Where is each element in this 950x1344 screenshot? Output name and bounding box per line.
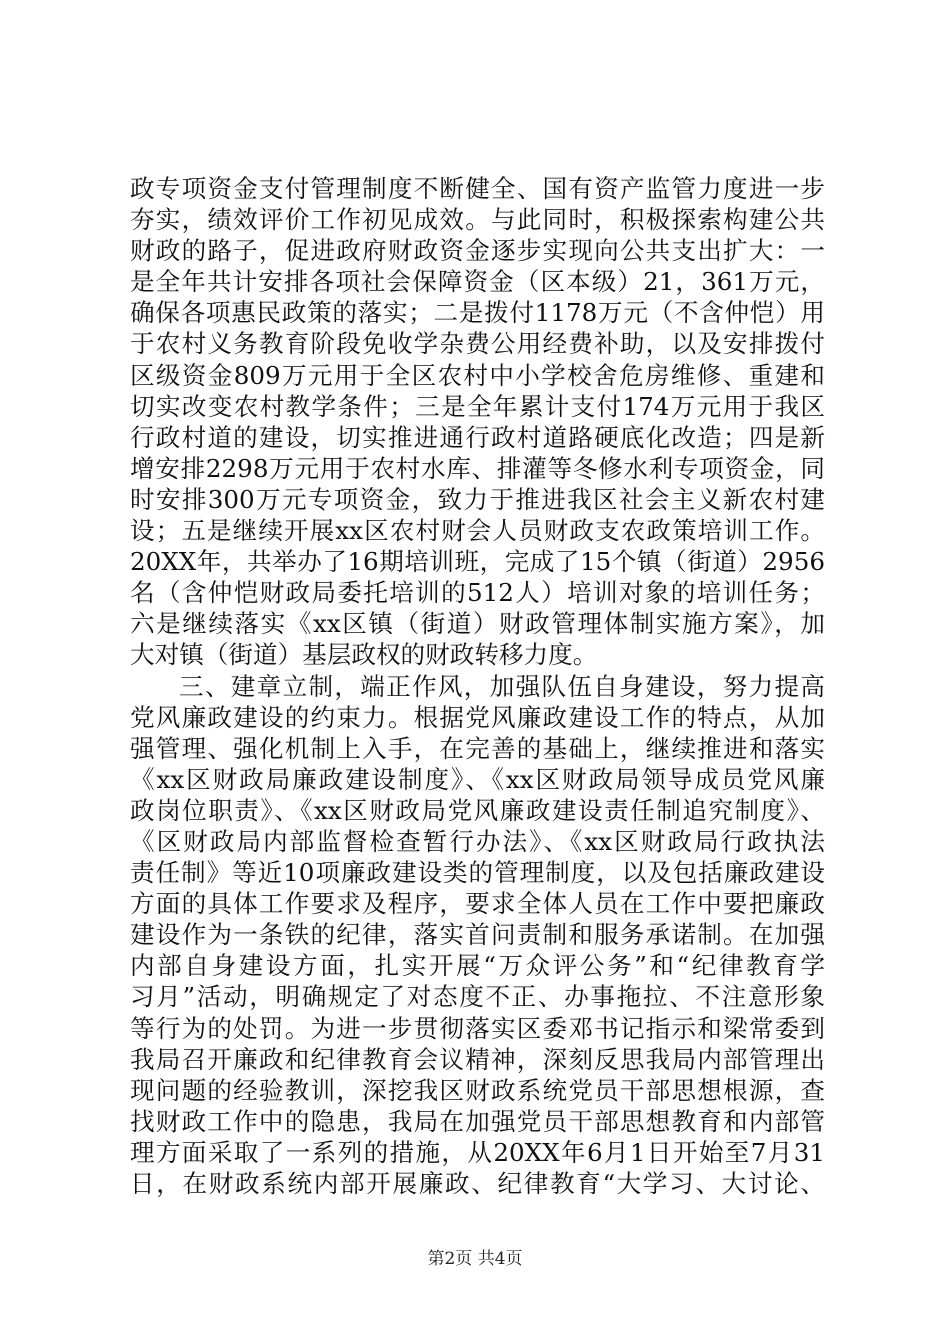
paragraph-1	[130, 173, 825, 671]
text-line: 责任制》等近10项廉政建设类的管理制度，以及包括廉政建设	[130, 858, 825, 888]
paragraph-2	[130, 671, 825, 1200]
text-line: 方面的具体工作要求及程序，要求全体人员在工作中要把廉政	[130, 889, 825, 919]
text-line: 区级资金809万元用于全区农村中小学校舍危房维修、重建和	[130, 360, 825, 390]
text-line: 政专项资金支付管理制度不断健全、国有资产监管力度进一步	[130, 174, 825, 203]
text-line: 等行为的处罚。为进一步贯彻落实区委邓书记指示和梁常委到	[130, 1013, 825, 1043]
text-line: 《区财政局内部监督检查暂行办法》、《xx区财政局行政执法	[130, 826, 825, 856]
text-line: 切实改变农村教学条件；三是全年累计支付174万元用于我区	[130, 391, 825, 421]
text-line: 于农村义务教育阶段免收学杂费公用经费补助，以及安排拨付	[130, 329, 825, 359]
text-line: 名（含仲恺财政局委托培训的512人）培训对象的培训任务；	[130, 578, 825, 608]
text-line: 找财政工作中的隐患，我局在加强党员干部思想教育和内部管	[130, 1106, 825, 1136]
text-line: 理方面采取了一系列的措施，从20XX年6月1日开始至7月31	[130, 1137, 825, 1167]
text-line: 大对镇（街道）基层政权的财政转移力度。	[130, 640, 598, 670]
text-line: 增安排2298万元用于农村水库、排灌等冬修水利专项资金，同	[130, 453, 825, 483]
text-line: 《xx区财政局廉政建设制度》、《xx区财政局领导成员党风廉	[130, 764, 825, 794]
text-line: 政岗位职责》、《xx区财政局党风廉政建设责任制追究制度》、	[130, 795, 825, 825]
text-line: 夯实，绩效评价工作初见成效。与此同时，积极探索构建公共	[130, 205, 825, 235]
text-line: 强管理、强化机制上入手，在完善的基础上，继续推进和落实	[130, 733, 825, 763]
text-line: 财政的路子，促进政府财政资金逐步实现向公共支出扩大：一	[130, 236, 825, 266]
page-number-footer: 第2页 共4页	[427, 1249, 523, 1269]
text-line: 党风廉政建设的约束力。根据党风廉政建设工作的特点，从加	[130, 702, 825, 732]
text-line: 习月”活动，明确规定了对态度不正、办事拖拉、不注意形象	[130, 982, 825, 1012]
text-line: 建设作为一条铁的纪律，落实首问责制和服务承诺制。在加强	[130, 920, 825, 950]
text-line: 内部自身建设方面，扎实开展“万众评公务”和“纪律教育学	[130, 951, 825, 981]
text-line: 是全年共计安排各项社会保障资金（区本级）21，361万元，	[130, 267, 825, 297]
text-line: 确保各项惠民政策的落实；二是拨付1178万元（不含仲恺）用	[130, 298, 825, 328]
text-line: 时安排300万元专项资金，致力于推进我区社会主义新农村建	[130, 484, 825, 514]
text-line: 行政村道的建设，切实推进通行政村道路硬底化改造；四是新	[130, 422, 825, 452]
text-line: 日，在财政系统内部开展廉政、纪律教育“大学习、大讨论、	[130, 1169, 825, 1198]
document-body	[130, 173, 825, 1199]
text-line: 三、建章立制，端正作风，加强队伍自身建设，努力提高	[179, 671, 825, 701]
text-line: 六是继续落实《xx区镇（街道）财政管理体制实施方案》，加	[130, 609, 825, 639]
text-line: 现问题的经验教训，深挖我区财政系统党员干部思想根源，查	[130, 1075, 825, 1105]
text-line: 20XX年，共举办了16期培训班，完成了15个镇（街道）2956	[130, 547, 825, 577]
text-line: 我局召开廉政和纪律教育会议精神，深刻反思我局内部管理出	[130, 1044, 825, 1074]
text-line: 设；五是继续开展xx区农村财会人员财政支农政策培训工作。	[130, 516, 825, 546]
